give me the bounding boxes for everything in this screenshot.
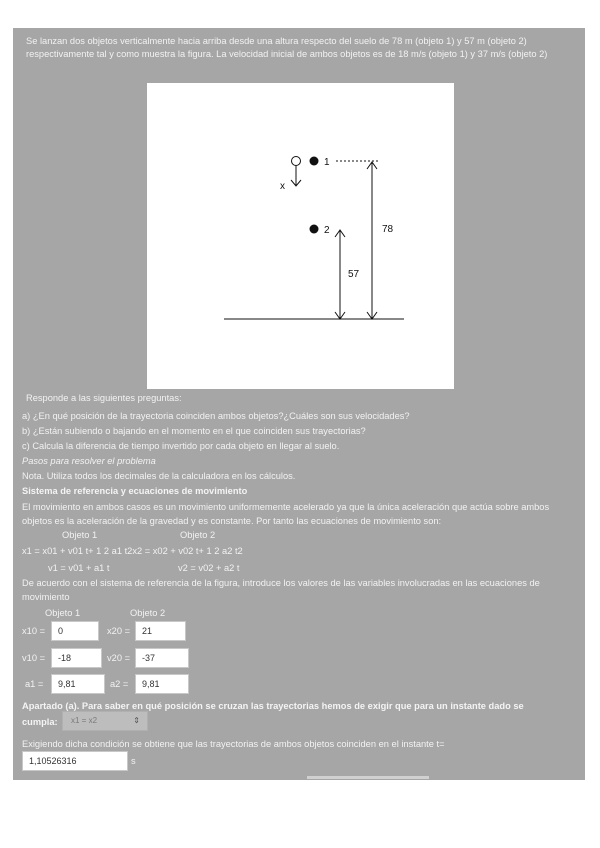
- steps-title: Pasos para resolver el problema: [22, 456, 156, 466]
- velocity-equation-1: v1 = v01 + a1 t: [48, 563, 110, 573]
- part-a-result-text: Exigiendo dicha condición se obtiene que las trayectorias de ambos objetos coinciden en el instante t=: [22, 739, 445, 749]
- part-a-title: Apartado (a). Para saber en qué posición se cruzan las trayectorias hemos de exigir que para un instante dado se: [22, 701, 524, 711]
- problem-figure: [147, 83, 454, 389]
- equations-header-1: Objeto 1: [62, 530, 98, 540]
- x10-input[interactable]: 0: [51, 621, 99, 641]
- section-description: El movimiento en ambos casos es un movimiento uniformemente acelerado ya que la única aceleración que actúa sobre ambos objetos es la aceleración de la gravedad y es constante. Por tanto las ecuaciones de movimiento son:: [22, 502, 550, 526]
- object-1-label: 1: [324, 157, 330, 168]
- input-instructions: De acuerdo con el sistema de referencia de la figura, introduce los valores de las variables involucradas en las ecuaciones de movimiento: [22, 578, 540, 602]
- equations-header-2: Objeto 2: [180, 530, 216, 540]
- origin-circle-icon: [292, 157, 301, 166]
- position-equations: x1 = x01 + v01 t+ 1 2 a1 t2x2 = x02 + v02 t+ 1 2 a2 t2: [22, 546, 243, 556]
- height-1-label: 78: [382, 224, 394, 235]
- a1-input[interactable]: 9,81: [51, 674, 105, 694]
- problem-panel: [13, 28, 585, 780]
- a2-label: a2 =: [110, 679, 129, 689]
- object-1-dot: [310, 157, 319, 166]
- condition-select-value: x1 = x2: [71, 716, 98, 725]
- section-title: Sistema de referencia y ecuaciones de movimiento: [22, 486, 248, 496]
- question-c: c) Calcula la diferencia de tiempo invertido por cada objeto en llegar al suelo.: [22, 441, 340, 451]
- condition-select[interactable]: [62, 711, 148, 731]
- figure-diagram: [147, 83, 454, 389]
- x20-label: x20 =: [107, 626, 131, 636]
- v10-label: v10 =: [22, 653, 46, 663]
- a1-label: a1 =: [25, 679, 44, 689]
- select-arrows-icon: ⇕: [133, 716, 140, 725]
- scroll-indicator: [307, 776, 429, 779]
- v10-input[interactable]: -18: [51, 648, 102, 668]
- t-input[interactable]: 1,10526316: [22, 751, 128, 771]
- x10-label: x10 =: [22, 626, 46, 636]
- x-axis-label: x: [280, 181, 285, 192]
- form-header-1: Objeto 1: [45, 608, 81, 618]
- object-2-dot: [310, 225, 319, 234]
- calc-note: Nota. Utiliza todos los decimales de la calculadora en los cálculos.: [22, 471, 296, 481]
- velocity-equation-2: v2 = v02 + a2 t: [178, 563, 240, 573]
- a2-input[interactable]: 9,81: [135, 674, 189, 694]
- question-b: b) ¿Están subiendo o bajando en el momento en el que coinciden sus trayectorias?: [22, 426, 366, 436]
- v20-label: v20 =: [107, 653, 131, 663]
- v20-input[interactable]: -37: [135, 648, 189, 668]
- form-header-2: Objeto 2: [130, 608, 166, 618]
- object-2-label: 2: [324, 225, 330, 236]
- problem-statement: Se lanzan dos objetos verticalmente hacia arriba desde una altura respecto del suelo de 78 m (objeto 1) y 57 m (objeto 2) respectivamente tal y como muestra la figura. La velocidad inicial de ambos objetos es de 18 m/s (objeto 1) y 37 m/s (objeto 2): [26, 36, 548, 59]
- t-unit: s: [131, 756, 136, 766]
- x20-input[interactable]: 21: [135, 621, 186, 641]
- height-2-label: 57: [348, 269, 360, 280]
- question-a: a) ¿En qué posición de la trayectoria coinciden ambos objetos?¿Cuáles son sus velocidades?: [22, 411, 410, 421]
- questions-prompt: Responde a las siguientes preguntas:: [26, 393, 182, 403]
- part-a-condition-label: cumpla:: [22, 717, 58, 727]
